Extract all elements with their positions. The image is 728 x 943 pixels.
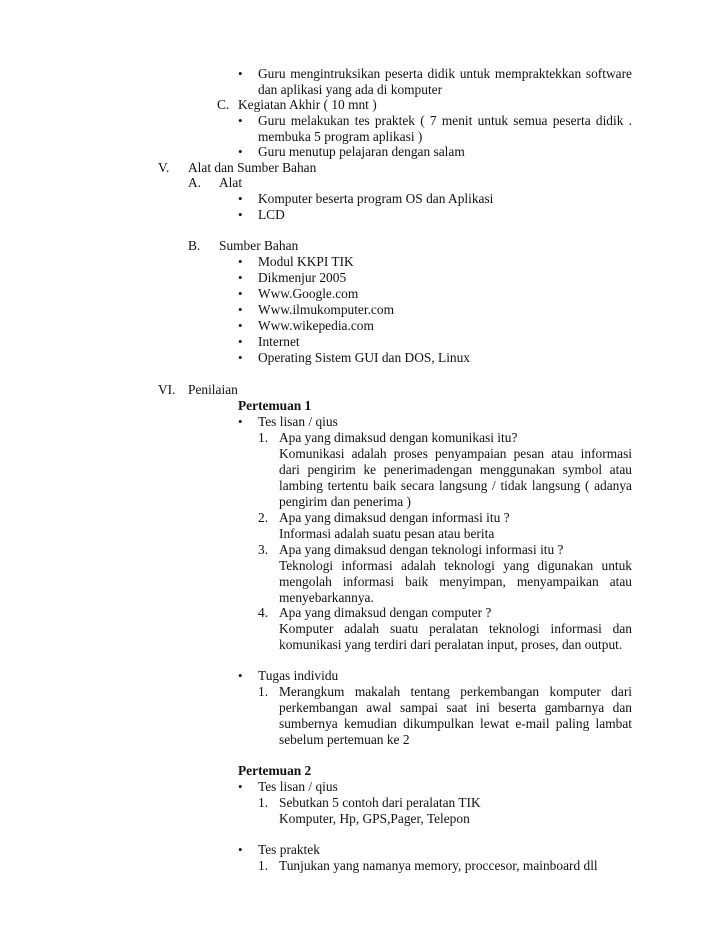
bullet: • (238, 350, 243, 365)
section-number: VI. (158, 382, 176, 397)
bullet: • (238, 66, 243, 81)
list-item: Tugas individu (258, 668, 339, 683)
question-number: 2. (258, 510, 269, 525)
answer-line: Komputer, Hp, GPS,Pager, Telepon (279, 811, 470, 826)
section-title: Alat dan Sumber Bahan (188, 160, 317, 175)
task-line: sebelum pertemuan ke 2 (279, 732, 410, 747)
question: Apa yang dimaksud dengan informasi itu ? (279, 510, 510, 525)
question: Apa yang dimaksud dengan teknologi informasi itu ? (279, 542, 564, 557)
question-number: 4. (258, 605, 269, 620)
answer-line: Informasi adalah suatu pesan atau berita (279, 526, 495, 541)
bullet: • (238, 334, 243, 349)
list-item: Tes lisan / qius (258, 779, 338, 794)
question: Apa yang dimaksud dengan komunikasi itu? (279, 430, 518, 445)
list-item: Komputer beserta program OS dan Aplikasi (258, 191, 494, 206)
question-number: 1. (258, 858, 269, 873)
sub-section-title: Kegiatan Akhir ( 10 mnt ) (238, 97, 377, 112)
answer-line: mengolah informasi baik menyimpan, menyampaikan atau (279, 574, 632, 589)
answer-line: Komputer adalah suatu peralatan teknologi informasi dan (279, 621, 632, 636)
list-item: LCD (258, 207, 285, 222)
bullet: • (238, 191, 243, 206)
bullet: • (238, 254, 243, 269)
answer-line: menyebarkannya. (279, 590, 374, 605)
list-item: Guru mengintruksikan peserta didik untuk mempraktekkan software (258, 66, 632, 81)
list-item: Www.Google.com (258, 286, 359, 301)
list-item: Www.ilmukomputer.com (258, 302, 394, 317)
meeting-heading: Pertemuan 2 (238, 763, 312, 778)
question-number: 1. (258, 795, 269, 810)
bullet: • (238, 207, 243, 222)
list-item: Guru menutup pelajaran dengan salam (258, 144, 465, 159)
list-item-continuation: dan aplikasi yang ada di komputer (258, 82, 443, 97)
bullet: • (238, 842, 243, 857)
list-item: Tes lisan / qius (258, 414, 338, 429)
task-line: perkembangan awal sampai saat ini beserta gambarnya dan (279, 700, 632, 715)
question-number: 1. (258, 430, 269, 445)
bullet: • (238, 286, 243, 301)
sub-section-label: C. (217, 97, 230, 112)
section-number: V. (158, 160, 170, 175)
answer-line: komunikasi yang terdiri dari peralatan input, proses, dan output. (279, 637, 623, 652)
answer-line: Komunikasi adalah proses penyampaian pesan atau informasi (279, 446, 632, 461)
section-title: Penilaian (188, 382, 238, 397)
sub-section-label: A. (188, 175, 202, 190)
question: Apa yang dimaksud dengan computer ? (279, 605, 492, 620)
meeting-heading: Pertemuan 1 (238, 398, 312, 413)
bullet: • (238, 414, 243, 429)
bullet: • (238, 144, 243, 159)
list-item: Www.wikepedia.com (258, 318, 374, 333)
task-line: Merangkum makalah tentang perkembangan komputer dari (279, 684, 632, 699)
answer-line: dari pengirim ke penerimadengan menggunakan symbol atau (279, 462, 632, 477)
question: Sebutkan 5 contoh dari peralatan TIK (279, 795, 481, 810)
bullet: • (238, 779, 243, 794)
list-item: Guru melakukan tes praktek ( 7 menit untuk semua peserta didik . (258, 113, 632, 128)
question-number: 3. (258, 542, 269, 557)
bullet: • (238, 668, 243, 683)
sub-section-title: Sumber Bahan (219, 238, 299, 253)
list-item-continuation: membuka 5 program aplikasi ) (258, 129, 423, 144)
list-item: Internet (258, 334, 300, 349)
list-item: Dikmenjur 2005 (258, 270, 347, 285)
list-item: Operating Sistem GUI dan DOS, Linux (258, 350, 470, 365)
task-number: 1. (258, 684, 269, 699)
question: Tunjukan yang namanya memory, proccesor, mainboard dll (279, 858, 598, 873)
list-item: Tes praktek (258, 842, 320, 857)
list-item: Modul KKPI TIK (258, 254, 354, 269)
answer-line: Teknologi informasi adalah teknologi yang digunakan untuk (279, 558, 632, 573)
bullet: • (238, 302, 243, 317)
bullet: • (238, 270, 243, 285)
task-line: sumbernya kemudian dikumpulkan lewat e-mail paling lambat (279, 716, 632, 731)
sub-section-label: B. (188, 238, 201, 253)
answer-line: lambing tertentu baik secara langsung / tidak langsung ( adanya (279, 478, 632, 493)
bullet: • (238, 113, 243, 128)
sub-section-title: Alat (219, 175, 243, 190)
bullet: • (238, 318, 243, 333)
answer-line: pengirim dan penerima ) (279, 494, 411, 509)
